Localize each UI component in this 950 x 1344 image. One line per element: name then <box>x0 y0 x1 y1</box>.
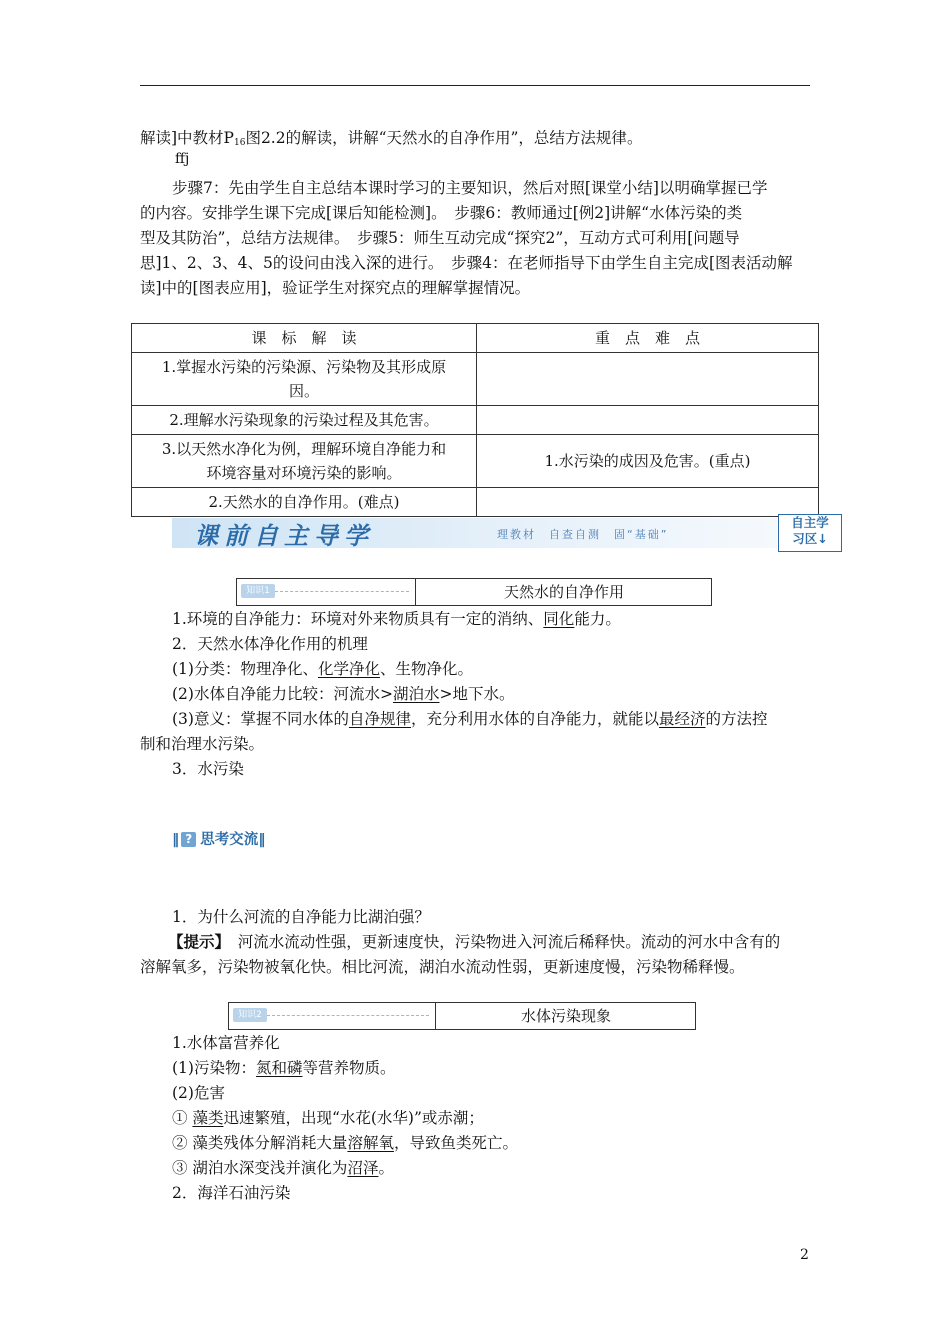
knowledge-header-2 <box>228 1002 696 1030</box>
k1-line: (1)分类：物理净化、化学净化、生物净化。 <box>172 660 473 678</box>
k2-line: (1)污染物：氮和磷等营养物质。 <box>172 1059 396 1077</box>
banner-subtitle: 理教材 自查自测 固“基础” <box>497 528 669 541</box>
sikao-heading: ‖ ? 思考交流‖ <box>172 832 266 848</box>
table-cell: 1.水污染的成因及危害。(重点) <box>477 435 819 488</box>
guide-paragraph-line: 思]1、2、3、4、5的设问由浅入深的进行。 步骤4：在老师指导下由学生自主完成[图表活动解 <box>140 254 793 272</box>
k2-line: 1.水体富营养化 <box>172 1034 280 1052</box>
knowledge-title: 天然水的自净作用 <box>415 579 712 605</box>
knowledge-title: 水体污染现象 <box>435 1003 696 1029</box>
guide-paragraph-line: 读]中的[图表应用]，验证学生对探究点的理解掌握情况。 <box>140 279 531 297</box>
table-row <box>132 324 819 353</box>
sikao-question: 1．为什么河流的自净能力比湖泊强？ <box>172 908 430 926</box>
k1-line: (3)意义：掌握不同水体的自净规律，充分利用水体的自净能力，就能以最经济的方法控 <box>172 710 768 728</box>
table-row <box>132 353 819 406</box>
k1-line: 1.环境的自净能力：环境对外来物质具有一定的消纳、同化能力。 <box>172 610 621 628</box>
k2-line: ① 藻类迅速繁殖，出现“水花(水华)”或赤潮； <box>172 1109 484 1127</box>
guide-paragraph-line: 步骤7：先由学生自主总结本课时学习的主要知识，然后对照[课堂小结]以明确掌握已学 <box>172 179 768 197</box>
guide-paragraph-line: 型及其防治”，总结方法规律。 步骤5：师生互动完成“探究2”，互动方式可利用[问题导 <box>140 229 740 247</box>
k2-line: (2)危害 <box>172 1084 225 1102</box>
table-row <box>132 435 819 488</box>
k1-line: 3．水污染 <box>172 760 244 778</box>
section-banner <box>172 512 842 552</box>
guide-line-1: 解读]中教材$P_{16}$图2.2的解读，讲解“天然水的自净作用”，总结方法规律。 <box>140 129 643 148</box>
knowledge-header-1 <box>236 578 712 606</box>
table-header-left: 课 标 解 读 <box>132 324 477 353</box>
k2-line: 2．海洋石油污染 <box>172 1184 291 1202</box>
knowledge-tag <box>237 582 413 602</box>
banner-zone-box: 自主学 习区↓ <box>778 514 842 552</box>
table-cell: 1.掌握水污染的污染源、污染物及其形成原 因。 <box>132 353 477 406</box>
question-icon: ? <box>181 832 196 847</box>
table-cell: 3.以天然水净化为例，理解环境自净能力和 环境容量对环境污染的影响。 <box>132 435 477 488</box>
k1-line: 2．天然水体净化作用的机理 <box>172 635 368 653</box>
table-row <box>132 406 819 435</box>
page-number: 2 <box>800 1247 809 1263</box>
k1-line: (2)水体自净能力比较：河流水>湖泊水>地下水。 <box>172 685 515 703</box>
header-rule <box>140 85 810 86</box>
table-header-right: 重 点 难 点 <box>477 324 819 353</box>
guide-paragraph-line: 的内容。安排学生课下完成[课后知能检测]。 步骤6：教师通过[例2]讲解“水体污染的类 <box>140 204 743 222</box>
table-cell <box>477 406 819 435</box>
k1-line: 制和治理水污染。 <box>140 735 265 753</box>
knowledge-tag-label: 知识1 <box>241 584 275 598</box>
arrow-icon <box>267 1015 429 1016</box>
knowledge-tag-label: 知识2 <box>233 1008 267 1022</box>
banner-title: 课前自主导学 <box>194 522 374 550</box>
arrow-icon <box>275 591 409 592</box>
knowledge-tag <box>229 1006 435 1026</box>
table-cell: 2.理解水污染现象的污染过程及其危害。 <box>132 406 477 435</box>
standards-table <box>131 323 819 517</box>
k2-line: ③ 湖泊水深变浅并演化为沼泽。 <box>172 1159 394 1177</box>
stray-glyph: ﬀj <box>175 151 190 167</box>
table-cell <box>477 353 819 406</box>
sikao-answer-line: 【提示】 河流水流动性强，更新速度快，污染物进入河流后稀释快。流动的河水中含有的 <box>168 932 781 951</box>
table-cell: 2.天然水的自净作用。(难点) <box>132 488 477 517</box>
k2-line: ② 藻类残体分解消耗大量溶解氧，导致鱼类死亡。 <box>172 1134 518 1152</box>
sikao-answer-line: 溶解氧多，污染物被氧化快。相比河流，湖泊水流动性弱，更新速度慢，污染物稀释慢。 <box>140 958 745 976</box>
